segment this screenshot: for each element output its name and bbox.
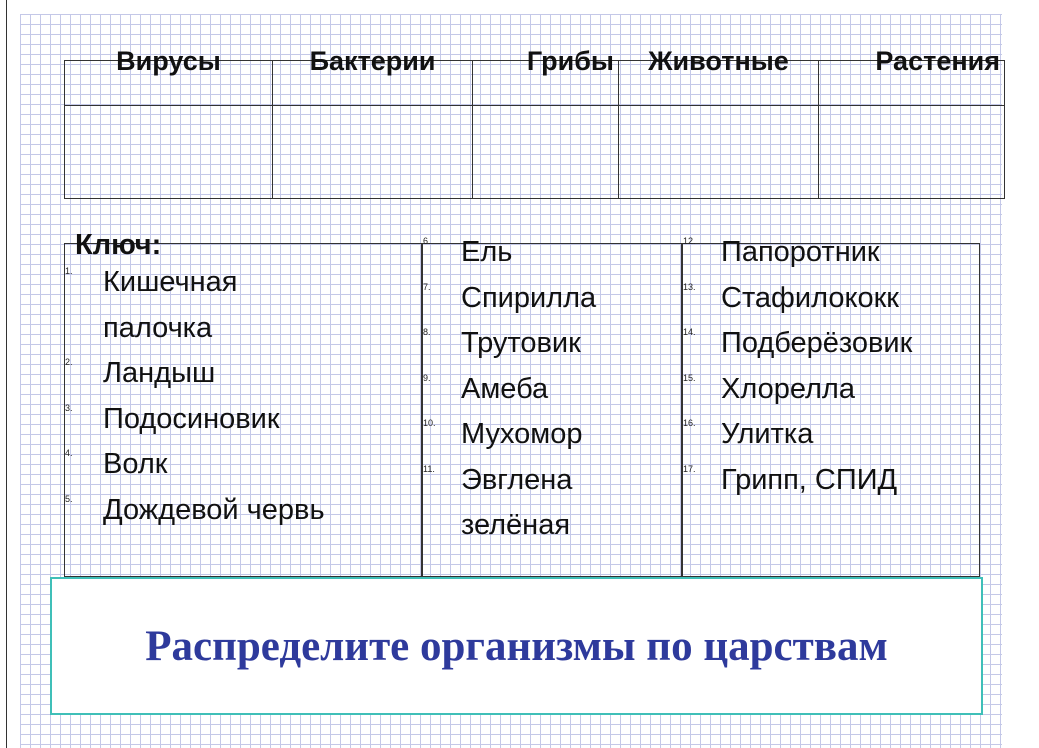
key-item-text: палочка bbox=[103, 311, 213, 344]
key-item bbox=[65, 488, 419, 534]
key-column-3 bbox=[683, 230, 983, 503]
key-item-text: Улитка bbox=[721, 418, 814, 450]
key-item-number: 5. bbox=[65, 493, 73, 504]
key-item-number: 3. bbox=[65, 402, 73, 413]
key-column-1 bbox=[65, 230, 419, 533]
key-column-2 bbox=[423, 230, 679, 549]
key-item bbox=[683, 230, 983, 276]
key-item bbox=[65, 306, 419, 352]
kingdoms-header-row bbox=[65, 61, 1005, 106]
key-item-text: Ландыш bbox=[103, 357, 216, 389]
instruction-box bbox=[50, 577, 983, 715]
header-animals: Животные bbox=[648, 46, 789, 76]
key-item-text: Ель bbox=[461, 236, 513, 268]
key-item bbox=[65, 397, 419, 443]
key-box bbox=[64, 229, 980, 577]
key-item-number: 11. bbox=[423, 463, 435, 474]
header-cell-viruses bbox=[65, 46, 273, 106]
key-item-text: Эвглена bbox=[461, 463, 573, 496]
key-item-text: Стафилококк bbox=[721, 281, 899, 314]
key-item-text: Амеба bbox=[461, 372, 549, 405]
key-item-number: 7. bbox=[423, 281, 431, 292]
header-bacteria: Бактерии bbox=[309, 46, 436, 76]
key-item bbox=[65, 351, 419, 397]
key-item-text: Кишечная bbox=[103, 266, 238, 298]
key-item-number: 4. bbox=[65, 448, 73, 458]
header-viruses: Вирусы bbox=[116, 46, 221, 76]
key-item bbox=[423, 230, 679, 276]
key-item-number: 2. bbox=[65, 357, 73, 367]
key-item-number: 15. bbox=[683, 372, 696, 383]
key-item bbox=[683, 276, 983, 322]
key-item-number: 16. bbox=[683, 418, 696, 428]
header-cell-fungi bbox=[473, 46, 619, 106]
key-item-number: 9. bbox=[423, 372, 431, 383]
key-item-number: 17. bbox=[683, 463, 696, 474]
key-item bbox=[423, 276, 679, 322]
key-item bbox=[423, 503, 679, 549]
header-fungi: Грибы bbox=[526, 46, 614, 76]
answer-cell-plants[interactable] bbox=[819, 106, 1005, 199]
key-item-number: 6. bbox=[423, 236, 431, 246]
key-item-text: Хлорелла bbox=[721, 372, 855, 405]
key-item-number: 10. bbox=[423, 418, 436, 428]
key-title: Ключ: bbox=[75, 229, 162, 261]
kingdoms-table bbox=[64, 46, 1005, 199]
header-cell-bacteria bbox=[273, 46, 473, 106]
key-item-number: 8. bbox=[423, 327, 431, 337]
key-item-text: Мухомор bbox=[461, 418, 583, 450]
key-item-number: 13. bbox=[683, 281, 696, 292]
key-item-text: Папоротник bbox=[721, 236, 880, 268]
key-item-text: зелёная bbox=[461, 509, 571, 541]
key-item-number: 12. bbox=[683, 236, 696, 246]
key-item bbox=[683, 412, 983, 458]
key-item bbox=[423, 321, 679, 367]
page-right-margin bbox=[1002, 14, 1039, 748]
instruction-text: Распределите организмы по царствам bbox=[145, 622, 888, 670]
header-plants: Растения bbox=[875, 46, 1000, 76]
key-item bbox=[65, 260, 419, 306]
key-item bbox=[683, 321, 983, 367]
key-item-text: Волк bbox=[103, 448, 168, 480]
key-item bbox=[683, 458, 983, 504]
header-cell-plants bbox=[819, 46, 1005, 106]
key-item-number: 1. bbox=[65, 266, 73, 276]
key-item-text: Спирилла bbox=[461, 281, 597, 314]
answer-cell-fungi[interactable] bbox=[473, 106, 619, 199]
answer-cell-animals[interactable] bbox=[619, 106, 819, 199]
answer-cell-bacteria[interactable] bbox=[273, 106, 473, 199]
key-item-text: Подберёзовик bbox=[721, 327, 913, 359]
key-item bbox=[423, 367, 679, 413]
key-item bbox=[423, 412, 679, 458]
header-cell-animals bbox=[619, 46, 819, 106]
answer-cell-viruses[interactable] bbox=[65, 106, 273, 199]
page-left-rule bbox=[6, 0, 7, 748]
key-item bbox=[423, 458, 679, 504]
key-item bbox=[683, 367, 983, 413]
key-item-text: Трутовик bbox=[461, 327, 581, 359]
kingdoms-answer-row bbox=[65, 106, 1005, 199]
key-item-number: 14. bbox=[683, 327, 696, 337]
key-item-text: Подосиновик bbox=[103, 402, 280, 435]
key-item-text: Грипп, СПИД bbox=[721, 463, 898, 496]
key-item-text: Дождевой червь bbox=[103, 493, 325, 526]
key-item bbox=[65, 442, 419, 488]
